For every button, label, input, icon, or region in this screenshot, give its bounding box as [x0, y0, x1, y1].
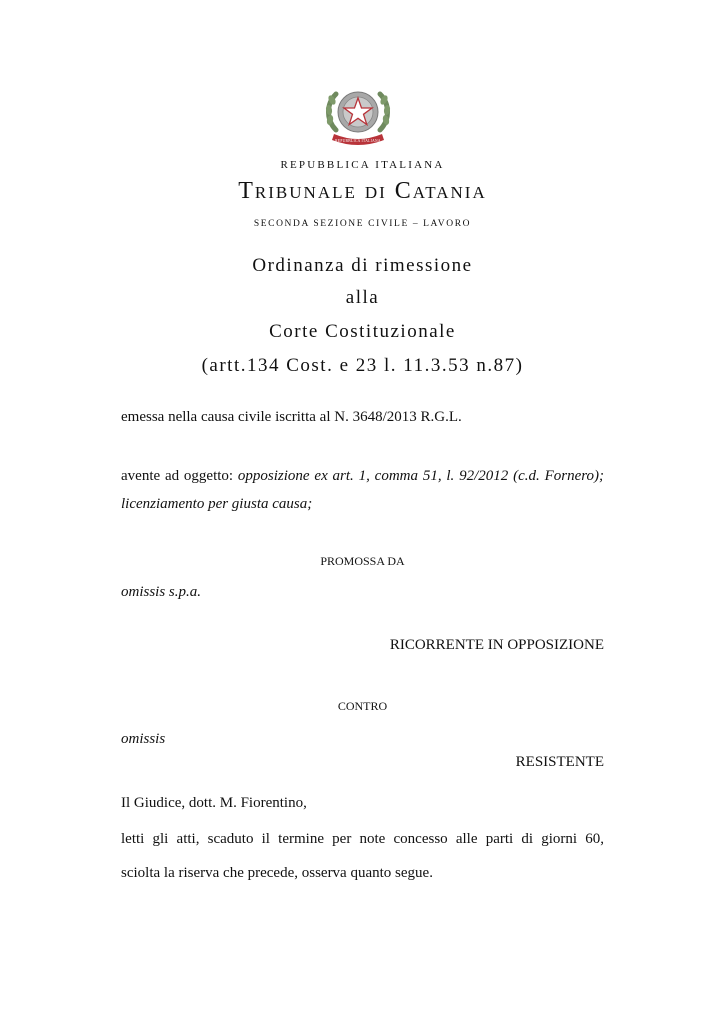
italian-republic-emblem-icon: [322, 86, 394, 148]
defendant-name: omissis: [121, 731, 166, 747]
case-subject-text: opposizione ex art. 1, comma 51, l. 92/2012 (c.d. Fornero); licenziamento per giusta causa;: [121, 468, 604, 512]
document-title-line-3: Corte Costituzionale: [269, 321, 456, 342]
emblem-ribbon-text: REPUBBLICA ITALIANA: [335, 139, 381, 143]
contro-label: CONTRO: [337, 699, 388, 713]
case-subject-label: avente ad oggetto:: [121, 468, 238, 484]
body-line-1: letti gli atti, scaduto il termine per note concesso alle parti di giorni 60,: [121, 831, 604, 847]
document-title-line-4: (artt.134 Cost. e 23 l. 11.3.53 n.87): [201, 355, 524, 376]
promossa-da-label: PROMOSSA DA: [320, 554, 405, 568]
body-line-2: sciolta la riserva che precede, osserva quanto segue.: [121, 865, 433, 881]
republic-heading: REPUBBLICA ITALIANA: [280, 159, 445, 171]
case-number-paragraph: emessa nella causa civile iscritta al N. 3648/2013 R.G.L.: [121, 409, 462, 425]
plaintiff-role: RICORRENTE IN OPPOSIZIONE: [389, 637, 604, 653]
judge-line: Il Giudice, dott. M. Fiorentino,: [121, 795, 307, 811]
case-subject-paragraph: [121, 462, 604, 518]
court-name: Tribunale di Catania: [238, 178, 487, 204]
document-title-line-1: Ordinanza di rimessione: [252, 255, 473, 276]
defendant-role: RESISTENTE: [515, 754, 604, 770]
document-title-line-2: alla: [345, 287, 380, 308]
plaintiff-name: omissis s.p.a.: [121, 584, 202, 600]
court-section: SECONDA SEZIONE CIVILE – LAVORO: [253, 219, 472, 229]
